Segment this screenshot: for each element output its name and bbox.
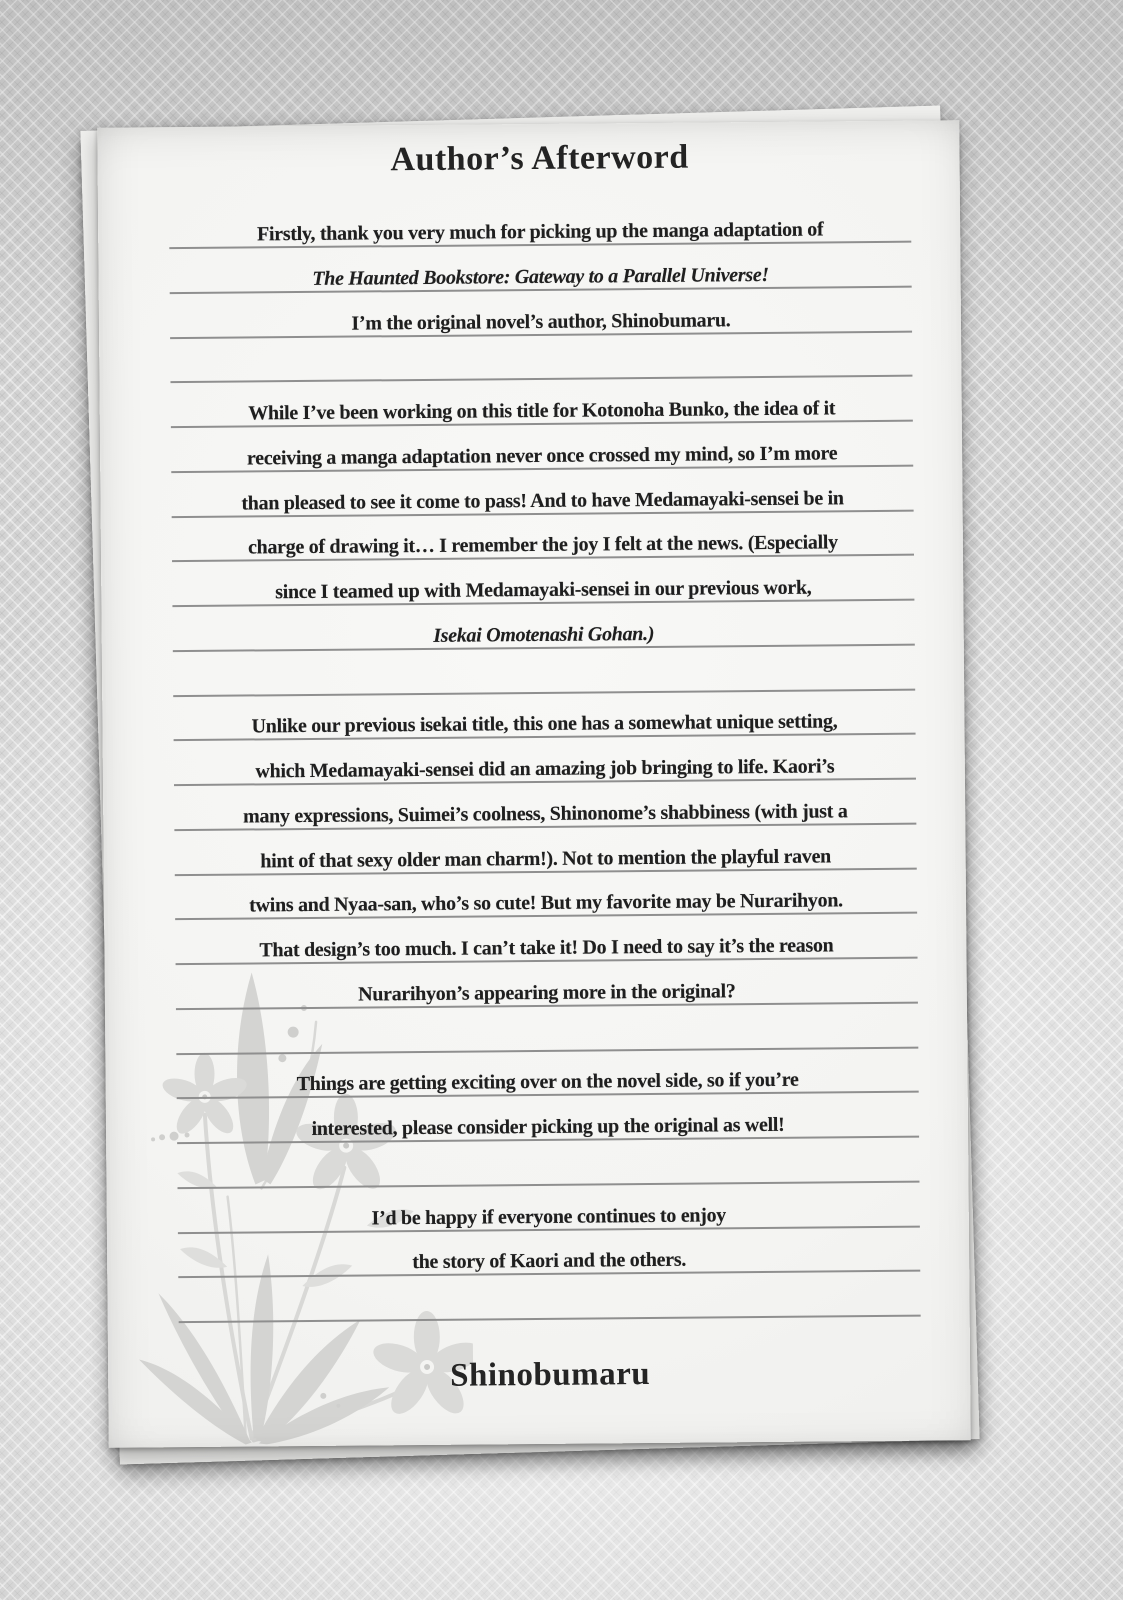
ruled-line bbox=[171, 424, 913, 473]
ruled-line bbox=[178, 1274, 920, 1323]
page-title: Author’s Afterword bbox=[390, 138, 689, 179]
ruled-line bbox=[174, 737, 916, 786]
ruled-line bbox=[175, 871, 917, 920]
letter-line-text: I’m the original novel’s author, Shinobumaru. bbox=[351, 309, 731, 335]
ruled-line bbox=[172, 558, 914, 607]
letter-line-text: interested, please consider picking up the original as well! bbox=[311, 1113, 785, 1140]
ruled-line bbox=[175, 916, 917, 965]
ruled-line bbox=[177, 1140, 919, 1189]
ruled-line bbox=[178, 1185, 920, 1234]
letter-line-text: receiving a manga adaptation never once crossed my mind, so I’m more bbox=[246, 442, 838, 470]
letter-line-text: Firstly, thank you very much for picking up the manga adaptation of bbox=[256, 218, 824, 246]
letter-line-text: While I’ve been working on this title for Kotonoha Bunko, the idea of it bbox=[248, 397, 836, 425]
ruled-line bbox=[174, 782, 916, 831]
ruled-line bbox=[177, 1095, 919, 1144]
paper-sheet bbox=[97, 120, 970, 1447]
ruled-line bbox=[176, 1006, 918, 1055]
letter-line-text: Nurarihyon’s appearing more in the original? bbox=[358, 980, 736, 1006]
letter-line-text: Unlike our previous isekai title, this one has a somewhat unique setting, bbox=[251, 710, 838, 738]
letter-line-text: That design’s too much. I can’t take it! Do I need to say it’s the reason bbox=[259, 934, 834, 962]
ruled-line bbox=[170, 334, 912, 383]
ruled-line bbox=[171, 379, 913, 428]
author-signature: Shinobumaru bbox=[450, 1356, 651, 1394]
ruled-line bbox=[173, 692, 915, 741]
letter-line-text: I’d be happy if everyone continues to enjoy bbox=[371, 1204, 727, 1230]
letter-line-text: twins and Nyaa-san, who’s so cute! But my favorite may be Nurarihyon. bbox=[249, 889, 843, 917]
letter-line-text: which Medamayaki-sensei did an amazing job bringing to life. Kaori’s bbox=[255, 755, 835, 783]
ruled-line bbox=[173, 648, 915, 697]
letter-line-text: the story of Kaori and the others. bbox=[412, 1248, 687, 1274]
ruled-line bbox=[172, 603, 914, 652]
ruled-line bbox=[169, 245, 911, 294]
ruled-line bbox=[176, 1050, 918, 1099]
ruled-line bbox=[174, 827, 916, 876]
letter-line-text: many expressions, Suimei’s coolness, Shinonome’s shabbiness (with just a bbox=[242, 800, 848, 828]
ruled-line bbox=[176, 961, 918, 1010]
letter-line-text: since I teamed up with Medamayaki-sensei in our previous work, bbox=[275, 576, 812, 604]
letter-line-text: charge of drawing it… I remember the joy I felt at the news. (Especially bbox=[247, 531, 838, 559]
ruled-line bbox=[170, 290, 912, 339]
ruled-line bbox=[169, 200, 911, 249]
letter-line-text: than pleased to see it come to pass! And to have Medamayaki-sensei be in bbox=[241, 487, 844, 515]
ruled-line bbox=[178, 1229, 920, 1278]
letter-line-text: hint of that sexy older man charm!). Not to mention the playful raven bbox=[260, 845, 832, 873]
letter-line-text: Isekai Omotenashi Gohan.) bbox=[433, 622, 655, 647]
ruled-line bbox=[172, 513, 914, 562]
ruled-line bbox=[171, 469, 913, 518]
letter-line-text: The Haunted Bookstore: Gateway to a Parallel Universe! bbox=[312, 263, 769, 290]
letter-line-text: Things are getting exciting over on the novel side, so if you’re bbox=[296, 1068, 799, 1096]
